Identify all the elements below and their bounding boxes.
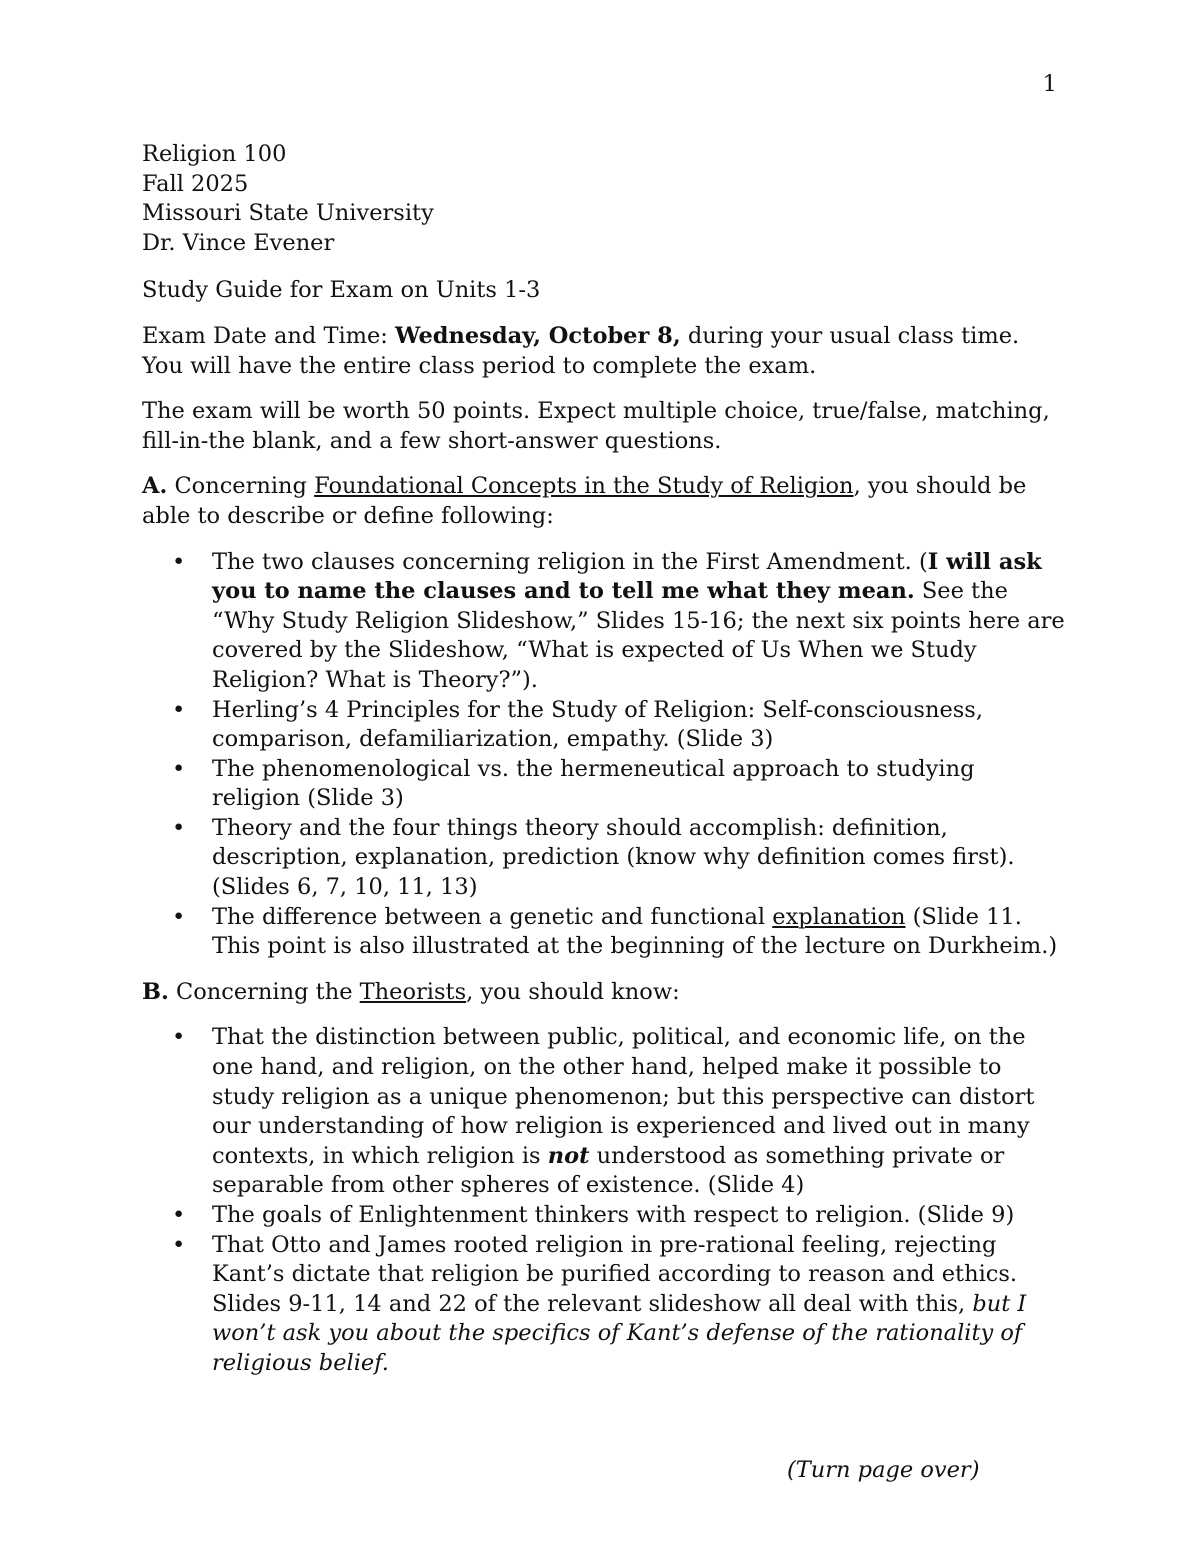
section-b-letter: B.	[142, 978, 169, 1005]
document-title: Study Guide for Exam on Units 1-3	[142, 277, 541, 304]
bullet-icon: •	[172, 1024, 186, 1051]
page-number: 1	[1042, 71, 1057, 97]
exam-worth-paragraph: The exam will be worth 50 points. Expect multiple choice, true/false, matching, fill-in-the blank, and a few short-answer questions.	[142, 398, 1050, 454]
bullet-icon: •	[172, 548, 186, 575]
turn-page-note: (Turn page over)	[787, 1457, 980, 1483]
section-a-letter: A.	[142, 473, 168, 500]
instructor-name: Dr. Vince Evener	[142, 229, 335, 256]
section-a-topic: Foundational Concepts in the Study of Religion	[314, 473, 854, 500]
course-term: Fall 2025	[142, 170, 249, 197]
bullet-icon: •	[172, 696, 186, 723]
exam-date-paragraph	[142, 322, 1067, 381]
course-header	[142, 140, 1067, 258]
section-b-intro: B. Concerning the Theorists, you should know:	[142, 978, 680, 1005]
list-item: • That the distinction between public, political, and economic life, on the one hand, and religion, on the other hand, helped make it possible to study religion as a unique phenomenon; but this perspective can distort our understanding of how religion is experienced and lived out in many contexts, in which religion is not understood as something private or separable from other spheres of existence. (Slide 4)	[172, 1024, 1035, 1199]
university-name: Missouri State University	[142, 200, 434, 227]
list-item: • The two clauses concerning religion in the First Amendment. (I will ask you to name the clauses and to tell me what they mean. See the “Why Study Religion Slideshow,” Slides 15-16; the next six points here are covered by the Slideshow, “What is expected of Us When we Study Religion? What is Theory?”).	[172, 548, 1065, 693]
course-name: Religion 100	[142, 141, 287, 167]
document-body	[142, 140, 1067, 1379]
list-item: • That Otto and James rooted religion in pre-rational feeling, rejecting Kant’s dictate that religion be purified according to reason and ethics. Slides 9-11, 14 and 22 of the relevant slideshow all deal with this, but I won’t ask you about the specifics of Kant’s defense of the rationality of religious belief.	[172, 1231, 1027, 1376]
list-item: • The goals of Enlightenment thinkers with respect to religion. (Slide 9)	[142, 1201, 1067, 1231]
section-b-topic: Theorists	[359, 978, 467, 1005]
exam-date-label: Exam Date and Time:	[142, 322, 396, 349]
list-item: • The phenomenological vs. the hermeneutical approach to studying religion (Slide 3)	[172, 755, 975, 812]
section-b-list	[142, 1023, 1067, 1378]
exam-date-value: Wednesday, October 8,	[395, 322, 681, 349]
bullet-icon: •	[172, 1231, 186, 1258]
section-a-intro: A. Concerning Foundational Concepts in the Study of Religion, you should be able to describe or define following:	[142, 473, 1027, 529]
bullet-icon: •	[172, 755, 186, 782]
list-item: • The difference between a genetic and functional explanation (Slide 11. This point is also illustrated at the beginning of the lecture on Durkheim.)	[172, 903, 1058, 960]
bullet-icon: •	[172, 903, 186, 930]
bullet-icon: •	[172, 814, 186, 841]
section-a-list	[142, 548, 1067, 962]
list-item: • Theory and the four things theory should accomplish: definition, description, explanation, prediction (know why definition comes first). (Slides 6, 7, 10, 11, 13)	[172, 814, 1015, 901]
exam-date-rest: during your usual class time. You will have the entire class period to complete the exam.	[142, 322, 1020, 379]
list-item: • Herling’s 4 Principles for the Study of Religion: Self-consciousness, comparison, defamiliarization, empathy. (Slide 3)	[172, 696, 983, 753]
bullet-icon: •	[172, 1202, 186, 1228]
